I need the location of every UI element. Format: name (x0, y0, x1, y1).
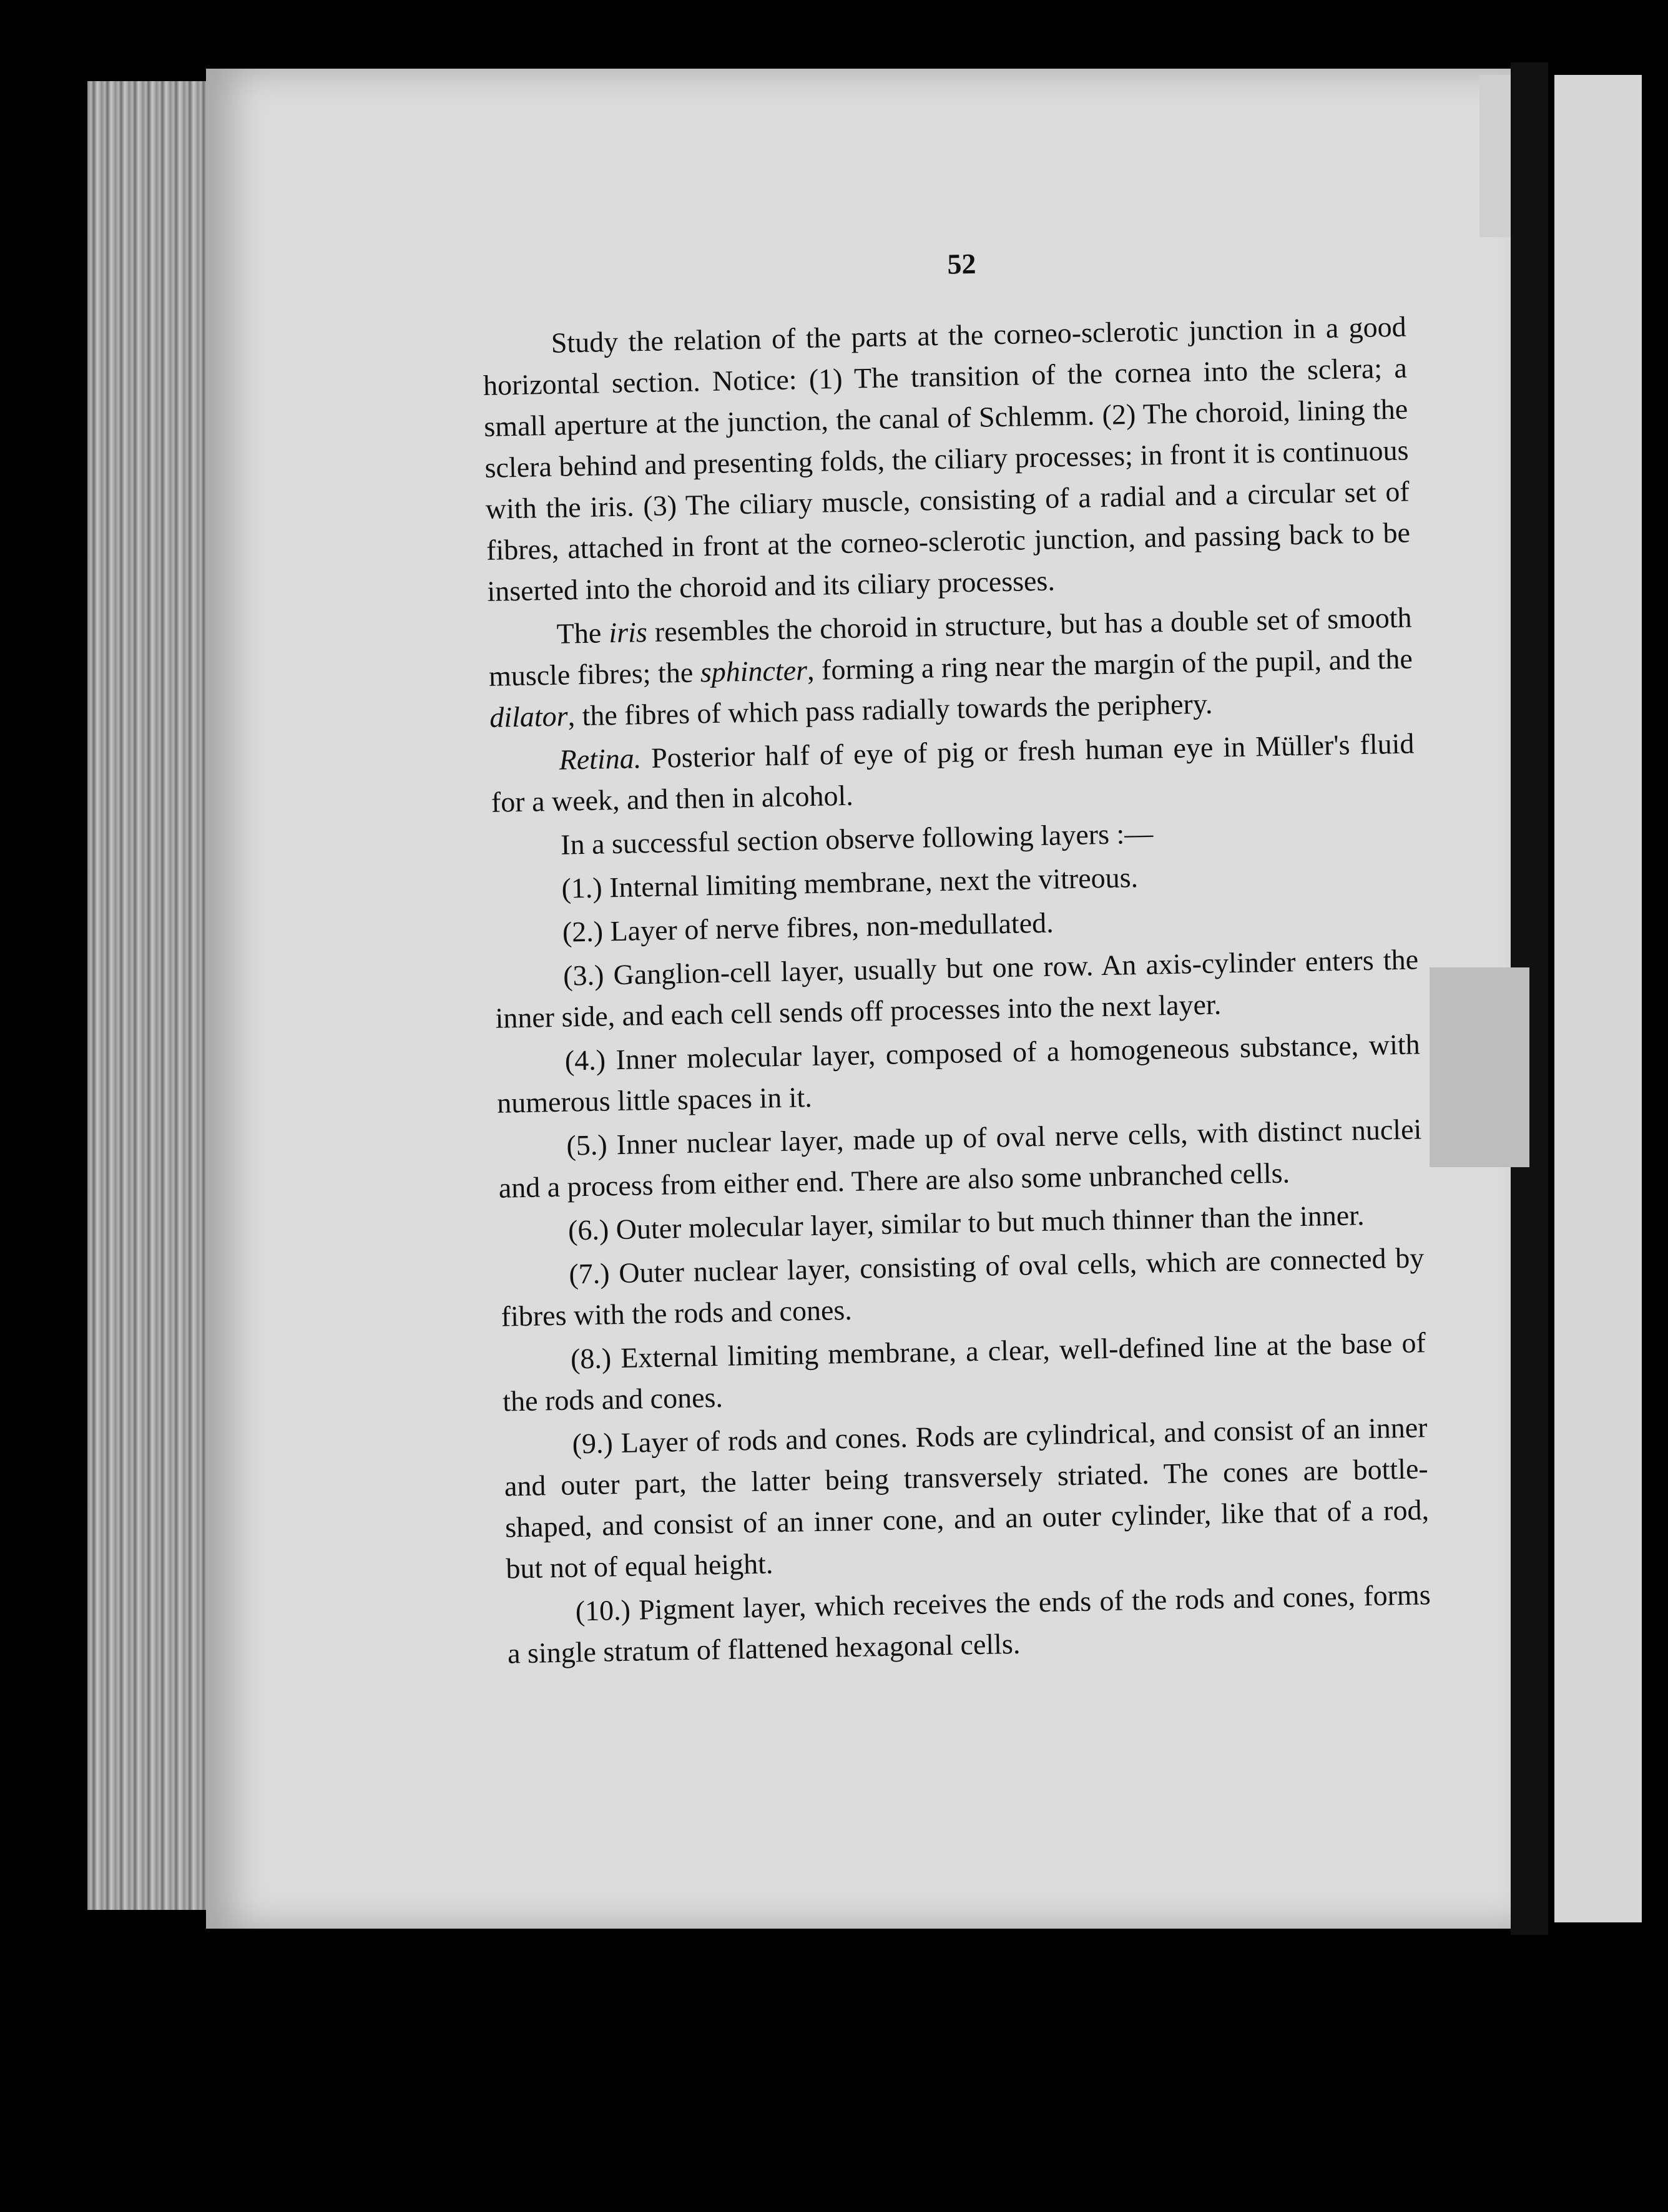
page-tab-marker (1430, 967, 1529, 1167)
layer-item: (2.) Layer of nerve fibres, non-medullated. (562, 906, 1054, 948)
term-iris: iris (608, 615, 648, 649)
layer-item: (3.) Ganglion-cell layer, usually but one row. An axis-cylinder enters the inner side, and each cell sends off processes into the next layer. (495, 943, 1419, 1034)
term-retina: Retina. (559, 742, 642, 776)
paragraph-iris (488, 597, 1414, 738)
page-text (481, 235, 1431, 1675)
term-sphincter: sphincter (700, 654, 808, 688)
iris-text-mid1: resembles the choroid in structure, but has a double set of smooth muscle fibres; the (488, 601, 1412, 692)
page-number: 52 (946, 247, 976, 280)
layer-item: (5.) Inner nuclear layer, made up of oval nerve cells, with distinct nuclei and a process from either end. There are also some unbranched cells. (498, 1113, 1422, 1204)
spine-strip (1479, 75, 1511, 237)
layer-item: (4.) Inner molecular layer, composed of a homogeneous substance, with numerous little spaces in it. (496, 1028, 1421, 1119)
iris-text-post: , the fibres of which pass radially towards the periphery. (567, 687, 1213, 732)
facing-page-edge (1554, 75, 1642, 1922)
layer-item: (1.) Internal limiting membrane, next the vitreous. (561, 861, 1139, 904)
retina-text: Posterior half of eye of pig or fresh human eye in Müller's fluid for a week, and then in alcohol. (491, 727, 1415, 818)
layer-item: (6.) Outer molecular layer, similar to but much thinner than the inner. (567, 1199, 1365, 1246)
iris-text-pre: The (556, 617, 609, 650)
layer-item: (7.) Outer nuclear layer, consisting of oval cells, which are connected by fibres with the rods and cones. (501, 1241, 1425, 1333)
layers-intro: In a successful section observe following layers :— (560, 817, 1154, 861)
iris-text-mid2: , forming a ring near the margin of the pupil, and the (807, 642, 1413, 687)
term-dilator: dilator (489, 700, 569, 733)
layer-item: (9.) Layer of rods and cones. Rods are cylindrical, and consist of an inner and outer part, the latter being transversely striated. The cones are bottle-shaped, and consist of an inner cone, and an outer cylinder, like that of a rod, but not of equal height. (504, 1411, 1430, 1585)
paragraph-corneo-sclerotic: Study the relation of the parts at the corneo-sclerotic junction in a good horizontal section. Notice: (1) The transition of the cornea into the sclera; a small aperture at the junction, the canal of Schlemm. (2) The choroid, lining the sclera behind and presenting folds, the ciliary processes; in front it is continuous with the iris. (3) The ciliary muscle, consisting of a radial and a circular set of fibres, attached in front at the corneo-sclerotic junction, and passing back to be inserted into the choroid and its ciliary processes. (483, 310, 1411, 607)
layer-item: (8.) External limiting membrane, a clear, well-defined line at the base of the rods and cones. (502, 1326, 1426, 1417)
page-edge-stack (87, 81, 218, 1910)
paragraph-retina (490, 723, 1415, 823)
layer-item: (10.) Pigment layer, which receives the ends of the rods and cones, forms a single stratum of flattened hexagonal cells. (507, 1578, 1431, 1670)
